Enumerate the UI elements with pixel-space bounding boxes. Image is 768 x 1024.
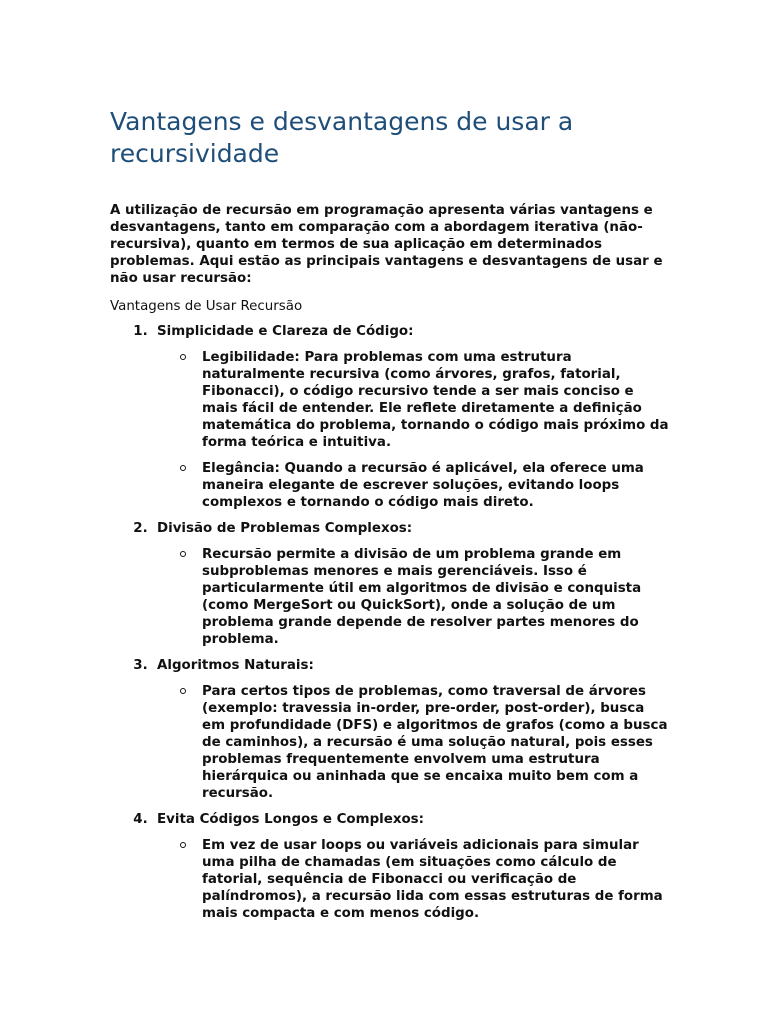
sub-item-text: Legibilidade: Para problemas com uma estrutura naturalmente recursiva (como árvores, grafos, fatorial, Fibonacci), o código recursivo tende a ser mais conciso e mais fácil de entender. Ele reflete diretamente a definição matemática do problema, tornando o código mais próximo da forma teórica e intuitiva. <box>202 350 669 450</box>
sub-list <box>110 837 670 922</box>
document-page <box>110 106 670 931</box>
section-heading: Vantagens de Usar Recursão <box>110 299 303 314</box>
sub-item-text: Elegância: Quando a recursão é aplicável, ela oferece uma maneira elegante de escrever soluções, evitando loops complexos e tornando o código mais direto. <box>202 461 644 510</box>
intro-paragraph: A utilização de recursão em programação apresenta várias vantagens e desvantagens, tanto em comparação com a abordagem iterativa (não-recursiva), quanto em termos de sua aplicação em determinados problemas. Aqui estão as principais vantagens e desvantagens de usar e não usar recursão: <box>110 203 663 286</box>
item-number: 2. <box>133 521 148 536</box>
sub-list-item <box>110 683 670 802</box>
item-heading: Divisão de Problemas Complexos: <box>157 521 413 536</box>
circle-bullet-icon <box>180 551 186 557</box>
item-heading: Algoritmos Naturais: <box>157 658 314 673</box>
item-number: 1. <box>133 324 148 339</box>
page-title: Vantagens e desvantagens de usar a recursividade <box>110 107 574 168</box>
sub-item-text: Em vez de usar loops ou variáveis adicionais para simular uma pilha de chamadas (em situações como cálculo de fatorial, sequência de Fibonacci ou verificação de palíndromos), a recursão lida com essas estruturas de forma mais compacta e com menos código. <box>202 838 663 921</box>
list-item <box>110 811 670 922</box>
circle-bullet-icon <box>180 688 186 694</box>
sub-item-text: Para certos tipos de problemas, como traversal de árvores (exemplo: travessia in-order, pre-order, post-order), busca em profundidade (DFS) e algoritmos de grafos (como a busca de caminhos), a recursão é uma solução natural, pois esses problemas frequentemente envolvem uma estrutura hierárquica ou aninhada que se encaixa muito bem com a recursão. <box>202 684 668 801</box>
sub-list-item <box>110 460 670 511</box>
item-heading: Simplicidade e Clareza de Código: <box>157 324 414 339</box>
list-item <box>110 520 670 648</box>
sub-list-item <box>110 546 670 648</box>
list-item <box>110 323 670 511</box>
list-item <box>110 657 670 802</box>
sub-item-text: Recursão permite a divisão de um problema grande em subproblemas menores e mais gerenciáveis. Isso é particularmente útil em algoritmos de divisão e conquista (como MergeSort ou QuickSort), onde a solução de um problema grande depende de resolver partes menores do problema. <box>202 547 642 647</box>
sub-list <box>110 683 670 802</box>
sub-list <box>110 546 670 648</box>
circle-bullet-icon <box>180 354 186 360</box>
circle-bullet-icon <box>180 842 186 848</box>
item-number: 3. <box>133 658 148 673</box>
sub-list-item <box>110 349 670 451</box>
advantages-list <box>110 323 670 922</box>
sub-list-item <box>110 837 670 922</box>
circle-bullet-icon <box>180 465 186 471</box>
item-number: 4. <box>133 812 148 827</box>
sub-list <box>110 349 670 511</box>
item-heading: Evita Códigos Longos e Complexos: <box>157 812 425 827</box>
